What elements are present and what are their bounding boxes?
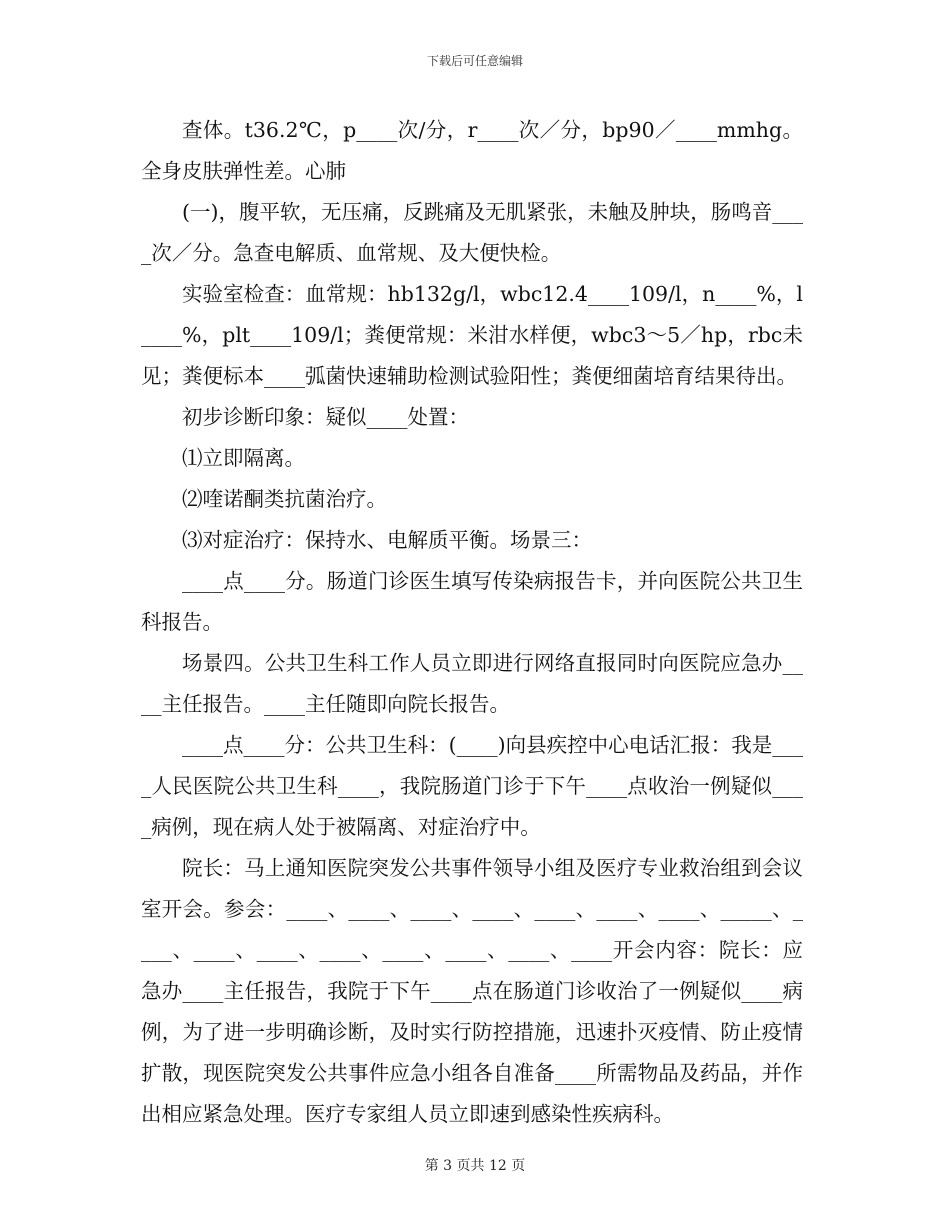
paragraph-physical-exam: 查体。t36.2℃，p____次/分，r____次／分，bp90／____mmhg。全身皮肤弹性差。心肺 (141, 118, 803, 183)
page-number: 第 3 页共 12 页 (424, 1158, 526, 1174)
page-header: 下载后可任意编辑 (426, 54, 523, 68)
paragraph-step-1: ⑴立即隔离。 (182, 446, 305, 470)
paragraph-step-2: ⑵喹诺酮类抗菌治疗。 (182, 487, 387, 511)
paragraph-diagnosis: 初步诊断印象：疑似____处置： (182, 405, 469, 429)
paragraph-report-card: ____点____分。肠道门诊医生填写传染病报告卡，并向医院公共卫生科报告。 (141, 569, 803, 634)
document-body (141, 110, 803, 1135)
paragraph-step-3: ⑶对症治疗：保持水、电解质平衡。场景三： (182, 528, 592, 552)
paragraph-lab-tests: 实验室检查：血常规：hb132g/l，wbc12.4____109/l，n____%，l____%，plt____109/l；粪便常规：米泔水样便，wbc3～5／hp，rbc未见；粪便标本____弧菌快速辅助检测试验阳性；粪便细菌培育结果待出。 (141, 282, 803, 388)
paragraph-abdomen: (一)，腹平软，无压痛，反跳痛及无肌紧张，未触及肿块，肠鸣音____次／分。急查电解质、血常规、及大便快检。 (141, 200, 803, 265)
paragraph-meeting: 院长：马上通知医院突发公共事件领导小组及医疗专业救治组到会议室开会。参会：____、____、____、____、____、____、____、_____、____、____、____、____、____、____、____、____开会内容：院长：应急办____主任报告，我院于下午____点在肠道门诊收治了一例疑似____病例，为了进一步明确诊断，及时实行防控措施，迅速扑灭疫情、防止疫情扩散，现医院突发公共事件应急小组各自准备____所需物品及药品，并作出相应紧急处理。医疗专家组人员立即速到感染性疾病科。 (141, 856, 803, 1126)
paragraph-cdc-report: ____点____分：公共卫生科：(____)向县疾控中心电话汇报：我是____人民医院公共卫生科____，我院肠道门诊于下午____点收治一例疑似____病例，现在病人处于被隔离、对症治疗中。 (141, 733, 803, 839)
paragraph-scene-four: 场景四。公共卫生科工作人员立即进行网络直报同时向医院应急办____主任报告。____主任随即向院长报告。 (141, 651, 803, 716)
